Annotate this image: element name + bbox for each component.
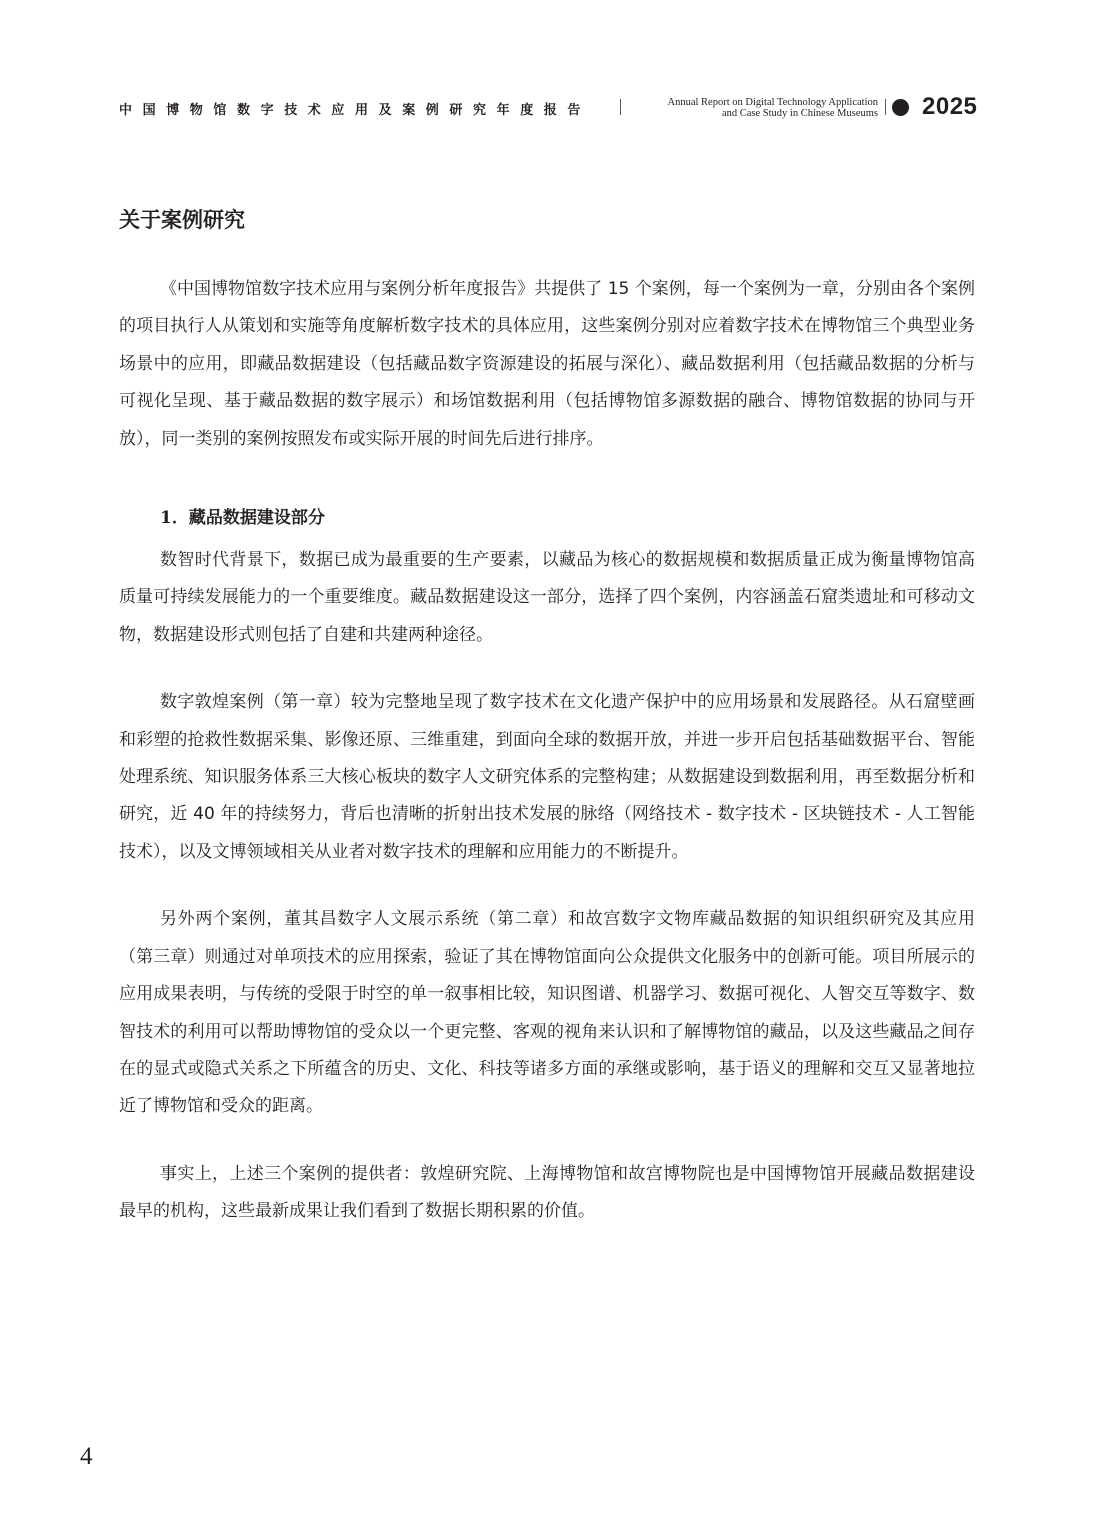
intro-paragraph: 《中国博物馆数字技术应用与案例分析年度报告》共提供了 15 个案例，每一个案例为一章，分别由各个案例的项目执行人从策划和实施等角度解析数字技术的具体应用，这些案例分别对应着数字技术在博物馆三个典型业务场景中的应用，即藏品数据建设（包括藏品数字资源建设的拓展与深化）、藏品数据利用（包括藏品数据的分析与可视化呈现、基于藏品数据的数字展示）和场馆数据利用（包括博物馆多源数据的融合、博物馆数据的协同与开放），同一类别的案例按照发布或实际开展的时间先后进行排序。: [119, 279, 975, 449]
body-paragraph: 另外两个案例，董其昌数字人文展示系统（第二章）和故宫数字文物库藏品数据的知识组织研究及其应用（第三章）则通过对单项技术的应用探索，验证了其在博物馆面向公众提供文化服务中的创新可能。项目所展示的应用成果表明，与传统的受限于时空的单一叙事相比较，知识图谱、机器学习、数据可视化、人智交互等数字、数智技术的利用可以帮助博物馆的受众以一个更完整、客观的视角来认识和了解博物馆的藏品，以及这些藏品之间存在的显式或隐式关系之下所蕴含的历史、文化、科技等诸多方面的承继或影响，基于语义的理解和交互又显著地拉近了博物馆和受众的距离。: [119, 909, 975, 1117]
page-number: 4: [80, 1443, 93, 1470]
section-title: 关于案例研究: [119, 208, 245, 232]
header-title-en: [640, 97, 878, 119]
body-paragraph: 数字敦煌案例（第一章）较为完整地呈现了数字技术在文化遗产保护中的应用场景和发展路径。从石窟壁画和彩塑的抢救性数据采集、影像还原、三维重建，到面向全球的数据开放，并进一步开启包括基础数据平台、智能处理系统、知识服务体系三大核心板块的数字人文研究体系的完整构建；从数据建设到数据利用，再至数据分析和研究，近 40 年的持续努力，背后也清晰的折射出技术发展的脉络（网络技术 - 数字技术 - 区块链技术 - 人工智能技术），以及文博领域相关从业者对数字技术的理解和应用能力的不断提升。: [119, 692, 975, 862]
header-year: 2025: [922, 93, 978, 120]
body-paragraph: 事实上，上述三个案例的提供者：敦煌研究院、上海博物馆和故宫博物院也是中国博物馆开展藏品数据建设最早的机构，这些最新成果让我们看到了数据长期积累的价值。: [119, 1163, 975, 1222]
header-title-en-line2: and Case Study in Chinese Museums: [721, 108, 878, 119]
header-title-cn: 中国博物馆数字技术应用及案例研究年度报告: [119, 103, 592, 118]
header-divider: [885, 99, 886, 115]
bullet-dot-icon: [892, 99, 909, 116]
running-header: [0, 0, 1093, 140]
subsection-title: 1．藏品数据建设部分: [160, 508, 325, 529]
body-paragraph: 数智时代背景下，数据已成为最重要的生产要素，以藏品为核心的数据规模和数据质量正成为衡量博物馆高质量可持续发展能力的一个重要维度。藏品数据建设这一部分，选择了四个案例，内容涵盖石窟类遗址和可移动文物，数据建设形式则包括了自建和共建两种途径。: [119, 550, 975, 645]
header-title-en-line1: Annual Report on Digital Technology Application: [667, 97, 878, 108]
main-content: [119, 205, 975, 1231]
header-divider: [620, 99, 621, 115]
